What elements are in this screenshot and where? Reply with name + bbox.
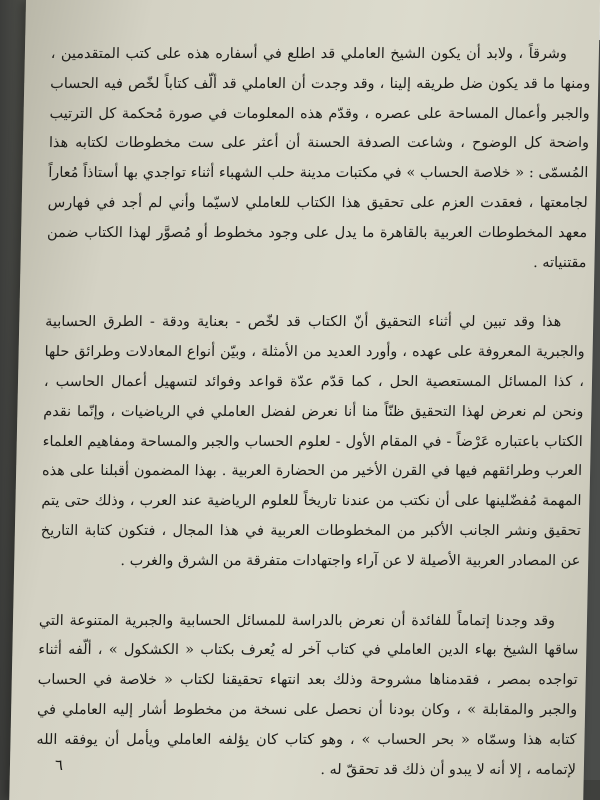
paragraph-3: وقد وجدنا إتماماً للفائدة أن نعرض بالدراسة للمسائل الحسابية والجبرية المتنوعة التي ساقها الشيخ بهاء الدين العاملي في كتاب آخر له يُعرف بكتاب « الكشكول » ، ألّفه أثناء تواجده بمصر ، فقدمناها مشروحة وذلك بعد انتهاء تحقيقنا لكتاب « خلاصة في الحساب والجبر والمقابلة » ، وكان بودنا أن نحصل على نسخة من مخطوط أشار إليه العاملي في كتابه هذا وسمّاه « بحر الحساب » ، وهو كتاب كان يؤلفه العاملي ويأمل أن يوفقه الله لإتمامه ، إلا أنه لا يبدو أن ذلك قد تحققّ له . <box>36 612 579 778</box>
paragraph-2: هذا وقد تبين لي أثناء التحقيق أنّ الكتاب قد لخّص - بعناية ودقة - الطرق الحسابية والجبرية المعروفة على عهده ، وأورد العديد من الأمثلة ، وبيّن أنواع المعادلات وطرائق حلها ، كذا المسائل المستعصية الحل ، كما قدّم عدّة قواعد وفوائد لتسهيل أعمال الحاسب ، ونحن لم نعرض لهذا التحقيق ظنّاً منا أنا نعرض لفضل العاملي في الرياضيات ، وإنّما نقدم الكتاب باعتباره عَرْضاً - في المقام الأول - لعلوم الحساب والجبر والمساحة ومفاهيم العلماء العرب وطرائقهم فيها في القرن الأخير من الحضارة العربية . بهذا المضمون أقبلنا على هذه المهمة مُفضّلينها على أن نكتب من عندنا تاريخاً للعلوم الرياضية عند العرب ، وذلك حتى يتم تحقيق ونشر الجانب الأكبر من المخطوطات العربية في هذا المجال ، فتكون كتابة التاريخ عن المصادر العربية الأصيلة لا عن آراء واجتهادات متفرقة من الشرق والغرب . <box>40 314 585 569</box>
paragraph-1: وشرقاً ، ولابد أن يكون الشيخ العاملي قد اطلع في أسفاره هذه على كتب المتقدمين ، ومنها ما قد يكون ضل طريقه إلينا ، وقد وجدت أن العاملي قد ألّف كتاباً لخّص فيه الحساب والجبر وأعمال المساحة على عصره ، وقدّم هذه المعلومات في صورة مُحكمة كل الترتيب واضحة كل الوضوح ، وشاعت الصدفة الحسنة أن أعثر على ست مخطوطات لكتابه هذا المُسمّى : « خلاصة الحساب » في مكتبات مدينة حلب الشهباء أثناء تواجدي بها أستاذاً مُعاراً لجامعتها ، فعقدت العزم على تحقيق هذا الكتاب للعاملي لاسيّما وأني لم أجد في فهارس معهد المخطوطات العربية بالقاهرة ما يدل على وجود مخطوط أو مُصوَّر لهذا الكتاب ضمن مقتنياته . <box>46 46 591 271</box>
page-body <box>36 40 592 785</box>
book-page <box>9 0 600 800</box>
page-number: ٦ <box>54 756 64 774</box>
